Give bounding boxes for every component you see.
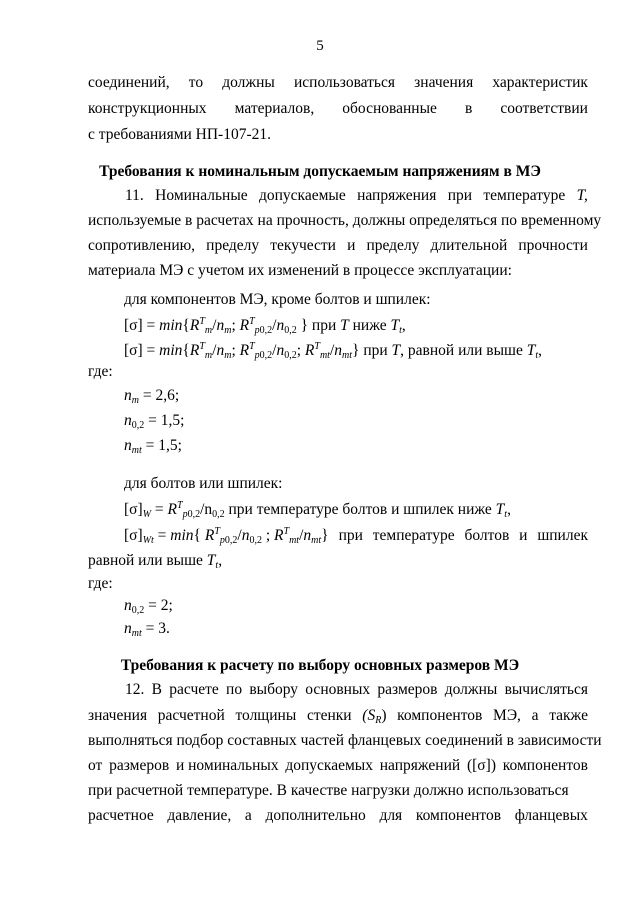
paragraph-12-line-6: расчетное давление, а дополнительно для компонентов фланцевых	[88, 807, 588, 824]
where-label-2: где:	[88, 575, 113, 592]
coef-nmt: $n_{mt} = 1,5$;	[124, 437, 182, 456]
formula-4-continuation: равной или выше $T_t$,	[88, 552, 223, 571]
paragraph-12-line-1: 12. В расчете по выбору основных размеров должны вычисляться	[125, 681, 588, 698]
formula-2: $[\sigma] = \min\{R^T_m/n_m$; $R^T_{p0,2}/n_{0,2}$; $R^T_{mt}/n_{mt}$} при T, равной или выше $T_t$,	[124, 341, 542, 361]
formula-3: $[\sigma]_W = R^T_{p0,2}/n_{0,2}$ при температуре болтов и шпилек ниже $T_t$,	[124, 500, 511, 520]
paragraph-12-line-4: от размеров и номинальных допускаемых напряжений ([σ]) компонентов	[88, 757, 588, 774]
intro-line-1: соединений, то должны использоваться значения характеристик	[88, 74, 588, 91]
paragraph-11-line-1: 11. Номинальные допускаемые напряжения при температуре T,	[125, 187, 588, 204]
coef-nm: $n_m = 2,6$;	[124, 387, 180, 406]
formula-1: $[\sigma] = \min\{R^T_m/n_m$; $R^T_{p0,2}/n_{0,2}$ } при T ниже $T_t$,	[124, 316, 406, 336]
intro-line-2: конструкционных материалов, обоснованные в соответствии	[88, 100, 588, 117]
formula-4: $[\sigma]_{Wt} = \min${ $R^T_{p0,2}/n_{0,2}$ ; $R^T_{mt}/n_{mt}$} при температуре болтов и шпилек	[124, 526, 588, 546]
where-label-1: где:	[88, 363, 113, 380]
section-heading-dimension-selection: Требования к расчету по выбору основных размеров МЭ	[120, 657, 520, 674]
components-intro: для компонентов МЭ, кроме болтов и шпилек:	[124, 291, 431, 308]
bolts-intro: для болтов или шпилек:	[124, 475, 283, 492]
paragraph-11-line-3: сопротивлению, пределу текучести и пределу длительной прочности	[88, 237, 588, 254]
coef-nmt-bolts: $n_{mt} = 3$.	[124, 620, 170, 639]
page-number: 5	[316, 38, 324, 54]
intro-line-3: с требованиями НП-107-21.	[88, 126, 272, 143]
paragraph-11-line-4: материала МЭ с учетом их изменений в процессе эксплуатации:	[88, 262, 512, 279]
paragraph-12-line-3: выполняться подбор составных частей фланцевых соединений в зависимости	[88, 732, 602, 749]
paragraph-12-line-5: при расчетной температуре. В качестве нагрузки должно использоваться	[88, 782, 569, 799]
paragraph-11-line-2: используемые в расчетах на прочность, должны определяться по временному	[88, 212, 602, 229]
coef-n02: $n_{0,2} = 1,5$;	[124, 412, 185, 431]
paragraph-12-line-2: значения расчетной толщины стенки $(S_R)$ компонентов МЭ, а также	[88, 707, 588, 726]
coef-n02-bolts: $n_{0,2} = 2$;	[124, 597, 173, 616]
section-heading-allowable-stress: Требования к номинальным допускаемым напряжениям в МЭ	[99, 163, 541, 180]
